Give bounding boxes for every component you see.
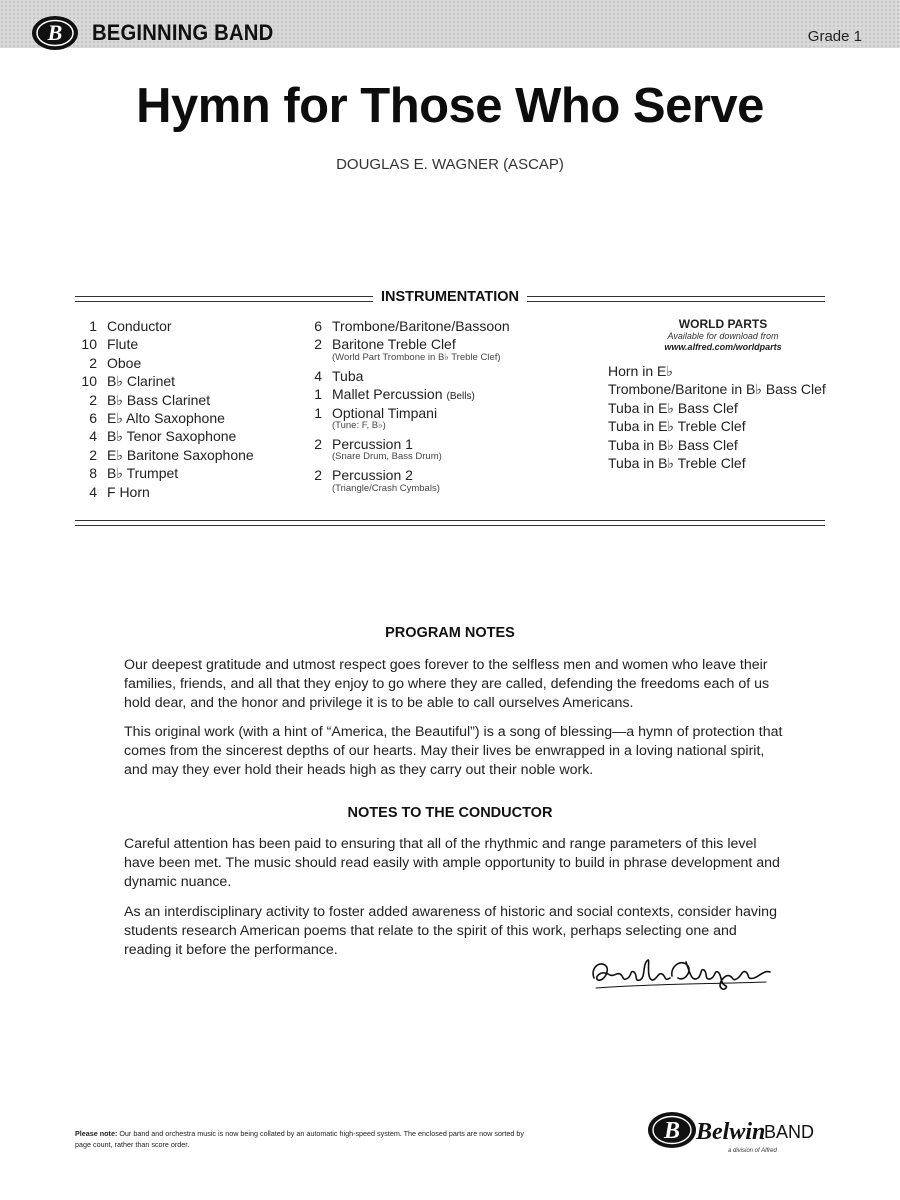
instrument-name <box>332 435 413 453</box>
instrument-row <box>75 391 295 409</box>
instrument-row <box>75 464 295 482</box>
instrument-row <box>75 335 295 353</box>
instrument-name <box>107 446 254 464</box>
instrument-quantity: 2 <box>314 435 322 452</box>
instrument-name <box>107 391 210 409</box>
instrument-name <box>107 317 172 335</box>
instrument-row <box>300 367 580 385</box>
instrument-quantity: 10 <box>81 373 97 390</box>
instrument-name-text: Flute <box>107 336 139 353</box>
instrument-quantity: 1 <box>314 404 322 421</box>
instrument-note: (Tune: F, B♭) <box>332 419 386 431</box>
footer-note-text: Our band and orchestra music is now being collated by an automatic high-speed system. The enclosed parts are now sorted by page count, rather than score order. <box>75 1129 524 1149</box>
instrument-name-text: Baritone Treble Clef <box>332 336 456 353</box>
program-notes-paragraph: Our deepest gratitude and utmost respect goes forever to the selfless men and women who leave their families, friends, and all that they enjoy to go where they are called, defending the freedoms each of us hold dear, and the honor and privilege it is to be able to call ourselves Americans. <box>124 657 770 711</box>
world-parts-list <box>608 362 838 472</box>
instrument-row <box>75 409 295 427</box>
instrument-list-column-1 <box>75 317 295 501</box>
instrument-name <box>107 372 175 390</box>
instrument-note: (Triangle/Crash Cymbals) <box>332 482 440 494</box>
world-parts-heading: WORLD PARTS <box>678 317 768 331</box>
world-parts-url: www.alfred.com/worldparts <box>664 342 782 352</box>
instrument-row <box>75 446 295 464</box>
instrument-name <box>332 367 363 385</box>
conductor-notes-paragraph: As an interdisciplinary activity to foster added awareness of historic and social contexts, consider having students research American poems that relate to the spirit of this work, perhaps selecting one and reading it before the performance. <box>124 904 777 958</box>
instrument-row <box>300 385 580 403</box>
beginning-band-b-logo-icon <box>30 14 80 52</box>
instrument-quantity: 2 <box>89 391 97 408</box>
world-part-item: Tuba in E♭ Treble Clef <box>608 418 746 435</box>
instrument-row <box>75 483 295 501</box>
instrument-inline-note: (Bells) <box>446 391 475 403</box>
instrument-quantity: 4 <box>314 367 322 384</box>
instrument-name-text: Conductor <box>107 318 172 334</box>
instrument-quantity: 8 <box>89 465 97 482</box>
instrument-name <box>332 466 413 484</box>
instrument-name-text: Optional Timpani <box>332 404 438 421</box>
instrument-row <box>75 317 295 335</box>
instrument-row <box>300 317 580 335</box>
publisher-tagline: a division of Alfred <box>728 1148 777 1154</box>
instrument-name <box>332 317 510 335</box>
divider-bottom <box>75 520 825 526</box>
instrument-quantity: 4 <box>89 428 97 445</box>
publisher-suffix: BAND <box>764 1122 815 1142</box>
instrument-quantity: 4 <box>89 483 97 500</box>
world-part-item: Tuba in B♭ Treble Clef <box>608 454 746 471</box>
instrument-quantity: 2 <box>314 467 322 484</box>
instrument-quantity: 1 <box>89 318 97 334</box>
instrument-name <box>107 464 178 482</box>
instrument-name-text: Trombone/Baritone/Bassoon <box>332 318 510 334</box>
instrument-row <box>75 427 295 445</box>
instrument-name-text: B♭ Bass Clarinet <box>107 391 211 408</box>
conductor-notes-heading: NOTES TO THE CONDUCTOR <box>347 805 553 821</box>
instrument-name <box>107 354 141 372</box>
instrument-name-text: Tuba <box>332 367 364 384</box>
instrument-note: (Snare Drum, Bass Drum) <box>332 451 442 463</box>
instrument-quantity: 2 <box>89 446 97 463</box>
instrument-name-text: Percussion 1 <box>332 435 413 452</box>
instrument-row <box>300 404 580 422</box>
instrument-name <box>332 404 437 422</box>
instrument-name-text: F Horn <box>107 483 150 500</box>
world-parts-panel <box>608 317 838 472</box>
instrument-name-text: B♭ Tenor Saxophone <box>107 428 237 445</box>
instrument-row <box>300 435 580 453</box>
instrument-name <box>332 335 456 353</box>
series-title: BEGINNING BAND <box>92 20 274 45</box>
instrument-name <box>107 427 236 445</box>
instrument-quantity: 10 <box>81 336 97 353</box>
instrument-quantity: 1 <box>314 386 322 403</box>
instrument-quantity: 2 <box>314 336 322 353</box>
grade-level: Grade 1 <box>807 28 862 45</box>
belwin-band-logo-icon <box>646 1108 836 1158</box>
footer-note <box>75 1128 535 1150</box>
program-notes-heading: PROGRAM NOTES <box>385 625 515 641</box>
instrument-row <box>300 466 580 484</box>
publisher-name: Belwin <box>696 1119 766 1145</box>
world-part-item: Tuba in E♭ Bass Clef <box>608 399 738 416</box>
world-part-item: Horn in E♭ <box>608 363 673 379</box>
world-parts-subtitle: Available for download from <box>667 331 779 341</box>
instrument-row <box>75 354 295 372</box>
instrument-quantity: 6 <box>89 409 97 426</box>
instrument-note: (World Part Trombone in B♭ Treble Clef) <box>332 351 501 363</box>
svg-text:B: B <box>663 1118 681 1144</box>
instrument-name <box>107 335 138 353</box>
conductor-notes-paragraph: Careful attention has been paid to ensuring that all of the rhythmic and range parameters of this level have been met. The music should read easily with ample opportunity to build in phrase development and dynamic nuance. <box>124 836 780 890</box>
instrument-name-text: Percussion 2 <box>332 467 413 484</box>
instrument-list-column-2 <box>300 317 580 498</box>
svg-text:B: B <box>47 20 63 45</box>
instrument-name-text: E♭ Alto Saxophone <box>107 409 225 426</box>
instrumentation-heading <box>0 289 900 305</box>
world-part-item: Tuba in B♭ Bass Clef <box>608 436 738 453</box>
instrument-name-text: Oboe <box>107 354 142 371</box>
instrument-quantity: 2 <box>89 354 97 371</box>
instrument-row <box>75 372 295 390</box>
composer-credit: DOUGLAS E. WAGNER (ASCAP) <box>336 156 564 173</box>
instrument-name <box>107 409 225 427</box>
instrument-quantity: 6 <box>314 318 322 334</box>
instrument-name-text: B♭ Clarinet <box>107 373 176 390</box>
instrument-name <box>107 483 150 501</box>
footer-note-label: Please note: <box>75 1129 118 1138</box>
world-part-item: Trombone/Baritone in B♭ Bass Clef <box>608 381 826 398</box>
page-title: Hymn for Those Who Serve <box>136 79 764 133</box>
instrument-name-text: Mallet Percussion <box>332 386 443 403</box>
instrument-name-text: E♭ Baritone Saxophone <box>107 446 254 463</box>
instrumentation-heading-text: INSTRUMENTATION <box>373 289 527 305</box>
handwritten-signature-icon <box>586 948 776 998</box>
instrument-row <box>300 335 580 353</box>
instrument-name-text: B♭ Trumpet <box>107 465 179 482</box>
program-notes-paragraph: This original work (with a hint of “America, the Beautiful”) is a song of blessing—a hymn of protection that comes from the sincerest depths of our hearts. May their lives be enwrapped in a loving national spirit, and may they ever hold their heads high as they carry out their noble work. <box>124 724 783 778</box>
